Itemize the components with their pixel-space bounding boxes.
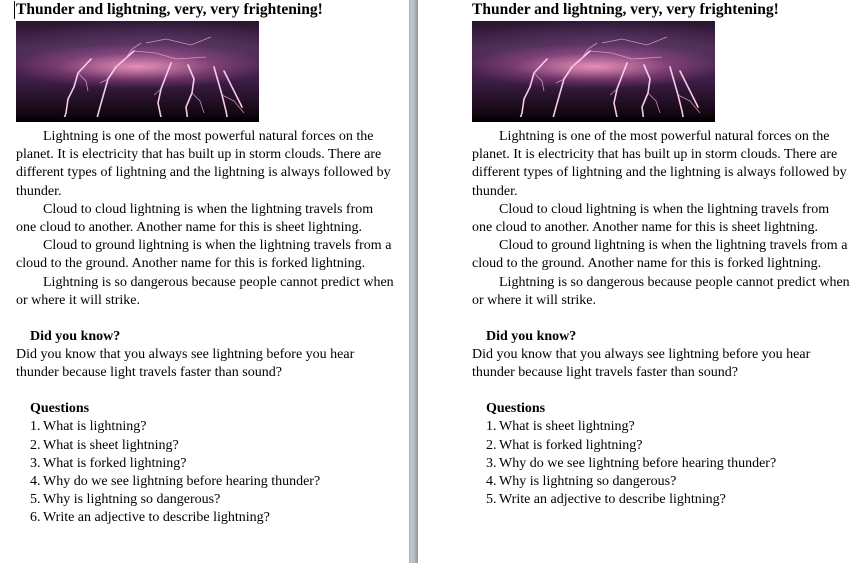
did-you-know-heading: Did you know?	[486, 329, 577, 345]
paragraph-intro: Lightning is one of the most powerful natural forces on the planet. It is electricity that has built up in storm clouds. There are different types of lightning and the lightning is always followed by thunder.	[472, 129, 847, 199]
text-cursor	[14, 1, 15, 19]
question-item: 3. What is forked lightning?	[30, 455, 187, 471]
question-item: 1. What is lightning?	[30, 419, 147, 435]
questions-section	[472, 400, 852, 509]
paragraph-sheet-lightning: Cloud to cloud lightning is when the lightning travels from one cloud to another. Another name for this is sheet lightning.	[472, 201, 830, 236]
article-body	[472, 128, 852, 509]
paragraph-forked-lightning: Cloud to ground lightning is when the lightning travels from a cloud to the ground. Another name for this is forked lightning.	[16, 238, 392, 272]
question-item: 5. Write an adjective to describe lightning?	[486, 492, 726, 508]
left-document-page[interactable]	[16, 0, 396, 528]
did-you-know-heading: Did you know?	[30, 329, 121, 345]
lightning-photo[interactable]	[472, 21, 715, 122]
questions-list	[472, 418, 852, 509]
paragraph-intro: Lightning is one of the most powerful natural forces on the planet. It is electricity that has built up in storm clouds. There are different types of lightning and the lightning is always followed by thunder.	[16, 129, 391, 199]
paragraph-sheet-lightning: Cloud to cloud lightning is when the lightning travels from one cloud to another. Another name for this is sheet lightning.	[16, 201, 374, 236]
question-item: 4. Why do we see lightning before hearing thunder?	[30, 474, 321, 490]
article-body	[16, 128, 396, 528]
document-title[interactable]	[16, 0, 396, 20]
question-item: 2. What is sheet lightning?	[30, 437, 179, 453]
questions-section	[16, 400, 396, 527]
question-item: 4. Why is lightning so dangerous?	[486, 474, 677, 490]
paragraph-danger: Lightning is so dangerous because people cannot predict when or where it will strike.	[16, 274, 394, 308]
title-text: Thunder and lightning, very, very frightening!	[16, 1, 323, 18]
title-text: Thunder and lightning, very, very frightening!	[472, 1, 779, 18]
lightning-photo[interactable]	[16, 21, 259, 122]
questions-heading: Questions	[30, 401, 90, 417]
paragraph-forked-lightning: Cloud to ground lightning is when the lightning travels from a cloud to the ground. Another name for this is forked lightning.	[472, 238, 848, 272]
questions-heading: Questions	[486, 401, 546, 417]
paragraph-danger: Lightning is so dangerous because people cannot predict when or where it will strike.	[472, 274, 850, 308]
lightning-bolts-graphic	[16, 21, 259, 122]
question-item: 5. Why is lightning so dangerous?	[30, 492, 221, 508]
questions-list	[16, 418, 396, 527]
split-view-divider[interactable]	[409, 0, 418, 563]
did-you-know-text: Did you know that you always see lightning before you hear thunder because light travels faster than sound?	[472, 347, 811, 381]
did-you-know-text: Did you know that you always see lightning before you hear thunder because light travels faster than sound?	[16, 347, 355, 381]
question-item: 3. Why do we see lightning before hearing thunder?	[486, 455, 777, 471]
question-item: 1. What is sheet lightning?	[486, 419, 635, 435]
question-item: 6. Write an adjective to describe lightning?	[30, 510, 270, 526]
lightning-bolts-graphic	[472, 21, 715, 122]
document-title[interactable]	[472, 0, 852, 20]
question-item: 2. What is forked lightning?	[486, 437, 643, 453]
right-document-page[interactable]	[472, 0, 852, 509]
